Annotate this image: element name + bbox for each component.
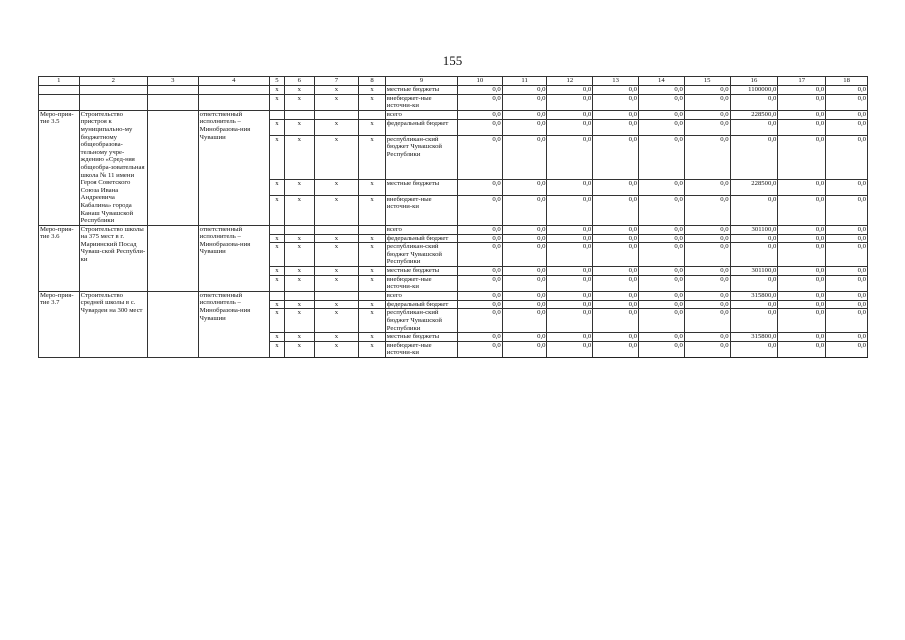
value-cell: 0,0	[502, 275, 547, 291]
code-cell	[359, 110, 385, 119]
code-cell: х	[359, 195, 385, 225]
value-cell: 0,0	[502, 135, 547, 179]
value-cell: 0,0	[684, 86, 730, 95]
code-cell: х	[269, 119, 284, 135]
code-cell: х	[359, 267, 385, 276]
value-cell: 0,0	[457, 119, 502, 135]
value-cell: 301100,0	[730, 225, 778, 234]
measure-label: Меро-прия-тие 3.6	[39, 225, 80, 291]
value-cell: 0,0	[684, 267, 730, 276]
code-cell: х	[314, 135, 359, 179]
funding-source: всего	[385, 291, 457, 300]
value-cell: 0,0	[778, 86, 826, 95]
code-cell: х	[359, 135, 385, 179]
code-cell: х	[314, 309, 359, 333]
value-cell: 0,0	[778, 333, 826, 342]
value-cell: 0,0	[547, 110, 593, 119]
empty-cell	[79, 94, 147, 110]
code-cell: х	[359, 119, 385, 135]
value-cell: 0,0	[502, 195, 547, 225]
code-cell: х	[314, 243, 359, 267]
value-cell: 0,0	[457, 86, 502, 95]
value-cell: 0,0	[639, 300, 685, 309]
funding-source: местные бюджеты	[385, 333, 457, 342]
value-cell: 0,0	[826, 309, 868, 333]
empty-cell	[198, 94, 269, 110]
value-cell: 0,0	[457, 195, 502, 225]
code-cell: х	[314, 275, 359, 291]
value-cell: 0,0	[639, 179, 685, 195]
value-cell: 0,0	[502, 179, 547, 195]
code-cell: х	[269, 333, 284, 342]
code-cell	[285, 225, 314, 234]
code-cell: х	[359, 341, 385, 357]
code-cell	[359, 225, 385, 234]
column-number: 1	[39, 77, 80, 86]
value-cell: 0,0	[639, 86, 685, 95]
column-number: 10	[457, 77, 502, 86]
value-cell: 0,0	[457, 309, 502, 333]
value-cell: 0,0	[593, 195, 639, 225]
table-row	[39, 225, 868, 234]
code-cell: х	[269, 300, 284, 309]
executor-cell: ответственный исполнитель – Минобразова-ния Чувашии	[198, 225, 269, 291]
column-number: 7	[314, 77, 359, 86]
value-cell: 0,0	[826, 300, 868, 309]
table-body	[39, 86, 868, 358]
value-cell: 0,0	[547, 300, 593, 309]
value-cell: 0,0	[778, 179, 826, 195]
value-cell: 0,0	[778, 275, 826, 291]
value-cell: 0,0	[593, 94, 639, 110]
value-cell: 0,0	[593, 333, 639, 342]
code-cell: х	[359, 309, 385, 333]
empty-cell	[79, 86, 147, 95]
measure-description: Строительство пристроя к муниципально-му бюджетному общеобразова-тельному учре-ждению «Сред-няя общеобра-зовательная школа № 11 имени Героя Советского Союза Ивана Андреевича Кабалина» города Канаш Чувашской Республики	[79, 110, 147, 225]
code-cell: х	[269, 179, 284, 195]
code-cell: х	[285, 267, 314, 276]
code-cell: х	[269, 234, 284, 243]
code-cell: х	[314, 267, 359, 276]
empty-cell	[39, 94, 80, 110]
value-cell: 0,0	[639, 195, 685, 225]
value-cell: 0,0	[593, 225, 639, 234]
measure-description: Строительство средней школы в с. Чувардеи на 300 мест	[79, 291, 147, 357]
value-cell: 0,0	[593, 110, 639, 119]
code-cell: х	[359, 86, 385, 95]
table-header	[39, 77, 868, 86]
value-cell: 0,0	[639, 291, 685, 300]
value-cell: 0,0	[684, 333, 730, 342]
value-cell: 0,0	[547, 86, 593, 95]
value-cell: 0,0	[547, 234, 593, 243]
value-cell: 0,0	[547, 94, 593, 110]
code-cell: х	[285, 195, 314, 225]
code-cell: х	[359, 243, 385, 267]
value-cell: 228500,0	[730, 110, 778, 119]
value-cell: 0,0	[547, 225, 593, 234]
code-cell: х	[269, 267, 284, 276]
value-cell: 0,0	[502, 333, 547, 342]
column-number: 8	[359, 77, 385, 86]
code-cell: х	[314, 234, 359, 243]
value-cell: 0,0	[778, 94, 826, 110]
code-cell: х	[359, 94, 385, 110]
funding-source: местные бюджеты	[385, 179, 457, 195]
value-cell: 0,0	[502, 110, 547, 119]
value-cell: 315800,0	[730, 291, 778, 300]
value-cell: 0,0	[457, 179, 502, 195]
value-cell: 0,0	[547, 275, 593, 291]
value-cell: 0,0	[826, 94, 868, 110]
value-cell: 0,0	[502, 94, 547, 110]
empty-cell	[147, 225, 198, 291]
funding-source: федеральный бюджет	[385, 119, 457, 135]
value-cell: 228500,0	[730, 179, 778, 195]
value-cell: 0,0	[593, 300, 639, 309]
column-number: 4	[198, 77, 269, 86]
value-cell: 0,0	[639, 225, 685, 234]
value-cell: 0,0	[593, 135, 639, 179]
funding-source: внебюджет-ные источни-ки	[385, 275, 457, 291]
value-cell: 0,0	[826, 333, 868, 342]
column-number: 17	[778, 77, 826, 86]
value-cell: 0,0	[457, 234, 502, 243]
value-cell: 0,0	[778, 119, 826, 135]
code-cell: х	[269, 94, 284, 110]
code-cell: х	[269, 135, 284, 179]
code-cell: х	[285, 234, 314, 243]
value-cell: 0,0	[593, 341, 639, 357]
value-cell: 0,0	[826, 135, 868, 179]
code-cell: х	[285, 243, 314, 267]
value-cell: 0,0	[778, 234, 826, 243]
value-cell: 0,0	[826, 341, 868, 357]
code-cell: х	[359, 300, 385, 309]
value-cell: 0,0	[547, 135, 593, 179]
value-cell: 0,0	[593, 275, 639, 291]
code-cell: х	[285, 300, 314, 309]
value-cell: 0,0	[457, 243, 502, 267]
value-cell: 0,0	[684, 110, 730, 119]
value-cell: 0,0	[547, 267, 593, 276]
table-row	[39, 94, 868, 110]
measure-label: Меро-прия-тие 3.7	[39, 291, 80, 357]
value-cell: 0,0	[457, 135, 502, 179]
column-number: 13	[593, 77, 639, 86]
value-cell: 0,0	[684, 94, 730, 110]
value-cell: 0,0	[593, 243, 639, 267]
value-cell: 0,0	[593, 309, 639, 333]
code-cell: х	[359, 275, 385, 291]
value-cell: 0,0	[730, 309, 778, 333]
value-cell: 0,0	[778, 243, 826, 267]
value-cell: 0,0	[502, 341, 547, 357]
value-cell: 0,0	[684, 300, 730, 309]
value-cell: 0,0	[778, 309, 826, 333]
funding-source: внебюджет-ные источни-ки	[385, 94, 457, 110]
funding-source: федеральный бюджет	[385, 300, 457, 309]
value-cell: 0,0	[684, 309, 730, 333]
value-cell: 0,0	[730, 234, 778, 243]
empty-cell	[147, 291, 198, 357]
funding-source: внебюджет-ные источни-ки	[385, 195, 457, 225]
funding-source: местные бюджеты	[385, 86, 457, 95]
value-cell: 0,0	[778, 110, 826, 119]
value-cell: 0,0	[593, 291, 639, 300]
value-cell: 0,0	[826, 267, 868, 276]
value-cell: 0,0	[684, 291, 730, 300]
value-cell: 0,0	[778, 135, 826, 179]
code-cell: х	[285, 179, 314, 195]
value-cell: 0,0	[547, 333, 593, 342]
empty-cell	[147, 94, 198, 110]
code-cell	[359, 291, 385, 300]
value-cell: 0,0	[639, 341, 685, 357]
code-cell: х	[269, 275, 284, 291]
value-cell: 0,0	[826, 110, 868, 119]
code-cell: х	[285, 86, 314, 95]
funding-source: республикан-ский бюджет Чувашской Республики	[385, 135, 457, 179]
code-cell	[314, 110, 359, 119]
value-cell: 0,0	[457, 225, 502, 234]
table-row	[39, 110, 868, 119]
column-number: 11	[502, 77, 547, 86]
value-cell: 0,0	[593, 119, 639, 135]
value-cell: 0,0	[684, 195, 730, 225]
code-cell	[314, 291, 359, 300]
value-cell: 0,0	[639, 243, 685, 267]
funding-source: республикан-ский бюджет Чувашской Республики	[385, 309, 457, 333]
value-cell: 0,0	[826, 275, 868, 291]
column-number: 5	[269, 77, 284, 86]
value-cell: 0,0	[502, 234, 547, 243]
code-cell: х	[285, 309, 314, 333]
code-cell	[314, 225, 359, 234]
code-cell: х	[285, 341, 314, 357]
code-cell: х	[269, 86, 284, 95]
code-cell	[269, 110, 284, 119]
value-cell: 1100000,0	[730, 86, 778, 95]
measure-label: Меро-прия-тие 3.5	[39, 110, 80, 225]
value-cell: 0,0	[457, 341, 502, 357]
value-cell: 0,0	[639, 94, 685, 110]
code-cell: х	[314, 86, 359, 95]
funding-source: республикан-ский бюджет Чувашской Республики	[385, 243, 457, 267]
value-cell: 0,0	[502, 243, 547, 267]
value-cell: 0,0	[730, 135, 778, 179]
value-cell: 0,0	[593, 86, 639, 95]
value-cell: 0,0	[502, 86, 547, 95]
column-number: 6	[285, 77, 314, 86]
value-cell: 0,0	[730, 119, 778, 135]
code-cell: х	[359, 333, 385, 342]
value-cell: 0,0	[826, 86, 868, 95]
value-cell: 0,0	[639, 110, 685, 119]
value-cell: 0,0	[639, 333, 685, 342]
budget-table	[38, 76, 868, 358]
code-cell: х	[314, 94, 359, 110]
code-cell: х	[285, 119, 314, 135]
value-cell: 0,0	[639, 309, 685, 333]
value-cell: 0,0	[547, 195, 593, 225]
value-cell: 0,0	[502, 119, 547, 135]
value-cell: 0,0	[457, 110, 502, 119]
value-cell: 0,0	[826, 243, 868, 267]
funding-source: федеральный бюджет	[385, 234, 457, 243]
value-cell: 0,0	[593, 179, 639, 195]
value-cell: 0,0	[547, 179, 593, 195]
value-cell: 0,0	[547, 291, 593, 300]
value-cell: 0,0	[502, 300, 547, 309]
value-cell: 0,0	[593, 267, 639, 276]
value-cell: 0,0	[547, 341, 593, 357]
value-cell: 0,0	[502, 267, 547, 276]
value-cell: 0,0	[778, 341, 826, 357]
code-cell: х	[314, 333, 359, 342]
code-cell: х	[269, 195, 284, 225]
funding-source: местные бюджеты	[385, 267, 457, 276]
value-cell: 0,0	[778, 291, 826, 300]
value-cell: 0,0	[457, 300, 502, 309]
executor-cell: ответственный исполнитель – Минобразова-ния Чувашии	[198, 110, 269, 225]
value-cell: 0,0	[684, 179, 730, 195]
value-cell: 0,0	[639, 119, 685, 135]
funding-source: всего	[385, 110, 457, 119]
code-cell	[285, 110, 314, 119]
code-cell: х	[359, 179, 385, 195]
value-cell: 0,0	[826, 225, 868, 234]
measure-description: Строительство школы на 375 мест в г. Мариинский Посад Чуваш-ской Республи-ки	[79, 225, 147, 291]
value-cell: 0,0	[826, 119, 868, 135]
code-cell: х	[314, 179, 359, 195]
code-cell: х	[285, 333, 314, 342]
value-cell: 0,0	[730, 275, 778, 291]
value-cell: 0,0	[502, 309, 547, 333]
value-cell: 301100,0	[730, 267, 778, 276]
value-cell: 0,0	[547, 309, 593, 333]
value-cell: 0,0	[547, 243, 593, 267]
value-cell: 0,0	[730, 243, 778, 267]
empty-cell	[39, 86, 80, 95]
empty-cell	[147, 86, 198, 95]
value-cell: 0,0	[778, 300, 826, 309]
funding-source: всего	[385, 225, 457, 234]
column-number: 3	[147, 77, 198, 86]
value-cell: 0,0	[593, 234, 639, 243]
code-cell: х	[285, 275, 314, 291]
code-cell: х	[314, 300, 359, 309]
value-cell: 0,0	[457, 94, 502, 110]
value-cell: 0,0	[730, 94, 778, 110]
code-cell: х	[314, 119, 359, 135]
code-cell: х	[269, 309, 284, 333]
value-cell: 0,0	[826, 195, 868, 225]
code-cell: х	[314, 341, 359, 357]
code-cell: х	[285, 135, 314, 179]
value-cell: 0,0	[457, 291, 502, 300]
column-number: 18	[826, 77, 868, 86]
code-cell	[285, 291, 314, 300]
value-cell: 0,0	[684, 119, 730, 135]
value-cell: 0,0	[684, 225, 730, 234]
value-cell: 0,0	[684, 341, 730, 357]
value-cell: 0,0	[778, 267, 826, 276]
value-cell: 0,0	[826, 179, 868, 195]
value-cell: 0,0	[457, 275, 502, 291]
value-cell: 0,0	[502, 225, 547, 234]
value-cell: 0,0	[730, 195, 778, 225]
code-cell: х	[314, 195, 359, 225]
value-cell: 0,0	[730, 341, 778, 357]
code-cell	[269, 225, 284, 234]
empty-cell	[198, 86, 269, 95]
code-cell: х	[359, 234, 385, 243]
column-number: 9	[385, 77, 457, 86]
code-cell: х	[269, 341, 284, 357]
code-cell	[269, 291, 284, 300]
value-cell: 0,0	[547, 119, 593, 135]
value-cell: 0,0	[826, 234, 868, 243]
value-cell: 0,0	[639, 135, 685, 179]
executor-cell: ответственный исполнитель – Минобразова-ния Чувашии	[198, 291, 269, 357]
value-cell: 0,0	[502, 291, 547, 300]
table-row	[39, 86, 868, 95]
column-number: 2	[79, 77, 147, 86]
empty-cell	[147, 110, 198, 225]
column-number: 15	[684, 77, 730, 86]
value-cell: 0,0	[684, 275, 730, 291]
column-number: 12	[547, 77, 593, 86]
column-number: 16	[730, 77, 778, 86]
code-cell: х	[269, 243, 284, 267]
value-cell: 315800,0	[730, 333, 778, 342]
value-cell: 0,0	[639, 267, 685, 276]
value-cell: 0,0	[639, 234, 685, 243]
value-cell: 0,0	[684, 135, 730, 179]
value-cell: 0,0	[778, 225, 826, 234]
value-cell: 0,0	[457, 333, 502, 342]
column-number-row	[39, 77, 868, 86]
value-cell: 0,0	[457, 267, 502, 276]
column-number: 14	[639, 77, 685, 86]
page-number: 155	[442, 53, 463, 68]
value-cell: 0,0	[730, 300, 778, 309]
code-cell: х	[285, 94, 314, 110]
value-cell: 0,0	[778, 195, 826, 225]
value-cell: 0,0	[684, 243, 730, 267]
value-cell: 0,0	[826, 291, 868, 300]
funding-source: внебюджет-ные источни-ки	[385, 341, 457, 357]
value-cell: 0,0	[684, 234, 730, 243]
table-row	[39, 291, 868, 300]
value-cell: 0,0	[639, 275, 685, 291]
